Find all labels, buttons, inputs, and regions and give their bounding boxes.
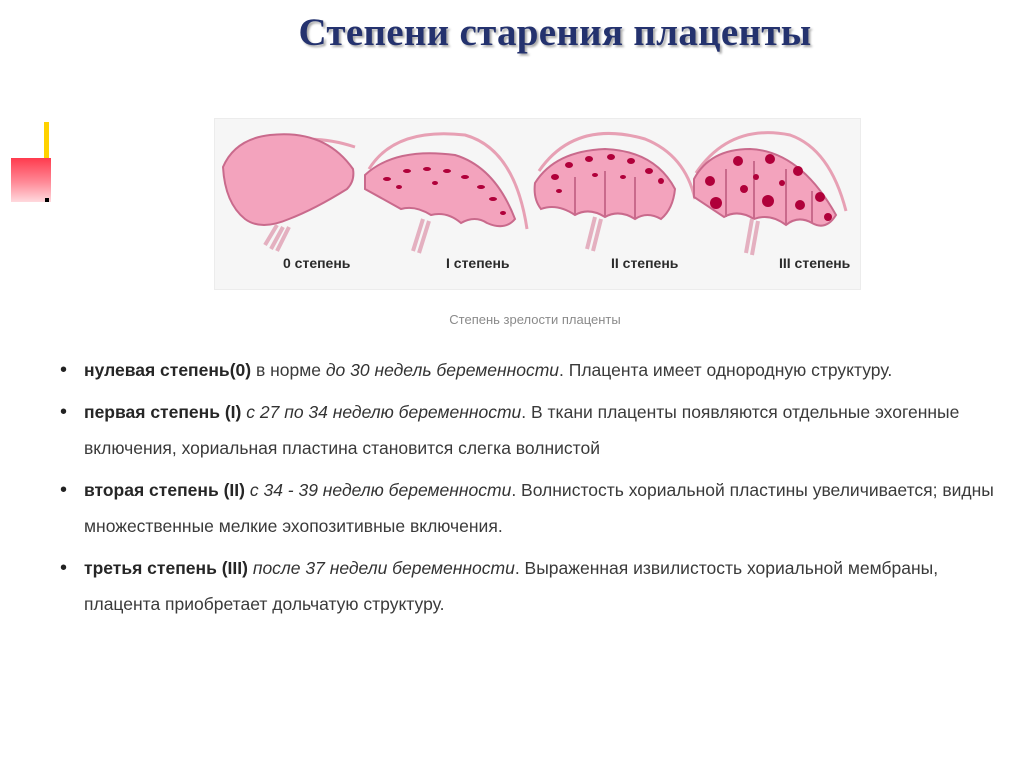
placenta-stage-2-drawing: [535, 133, 695, 251]
item-description: . Выраженная извилистость хориальной мембраны, плацента приобретает дольчатую структуру.: [84, 558, 939, 614]
bullet-icon: •: [60, 479, 68, 501]
item-period: после 37 недели беременности: [252, 558, 515, 578]
item-description: . Волнистость хориальной пластины увеличивается; видны множественные мелкие эхопозитивные включения.: [84, 480, 994, 536]
item-period: с 34 - 39 неделю беременности: [249, 480, 512, 500]
placenta-stage-1-drawing: [365, 134, 527, 253]
stage-label-0: 0 степень: [283, 255, 351, 271]
stage-label-2: II степень: [611, 255, 679, 271]
decor-dot: [45, 198, 49, 202]
figure-caption: Степень зрелости плаценты: [449, 312, 621, 327]
list-item-stage-3: [58, 550, 1003, 622]
item-term: третья степень (III): [84, 558, 248, 578]
slide-title: Степени старения плаценты: [298, 11, 812, 54]
item-lead: в норме: [251, 360, 326, 380]
bullet-icon: •: [60, 359, 68, 381]
bullet-icon: •: [60, 557, 68, 579]
list-item-stage-1: [58, 394, 1003, 466]
placenta-stage-0-drawing: [223, 134, 355, 251]
item-term: первая степень (I): [84, 402, 242, 422]
list-item-stage-2: [58, 472, 1003, 544]
stages-list: [58, 352, 1003, 622]
bullet-icon: •: [60, 401, 68, 423]
item-description: . Плацента имеет однородную структуру.: [559, 360, 893, 380]
item-period: с 27 по 34 неделю беременности: [246, 402, 522, 422]
list-item-stage-0: [58, 352, 1003, 388]
item-term: вторая степень (II): [84, 480, 245, 500]
item-period: до 30 недель беременности: [325, 360, 560, 380]
decor-red-block: [11, 158, 51, 202]
item-description: . В ткани плаценты появляются отдельные эхогенные включения, хориальная пластина становится слегка волнистой: [84, 402, 960, 458]
stage-label-1: I степень: [446, 255, 510, 271]
placenta-stage-3-drawing: [694, 133, 846, 255]
placenta-stages-figure: [214, 118, 861, 290]
item-term: нулевая степень(0): [84, 360, 252, 380]
stage-label-3: III степень: [779, 255, 851, 271]
